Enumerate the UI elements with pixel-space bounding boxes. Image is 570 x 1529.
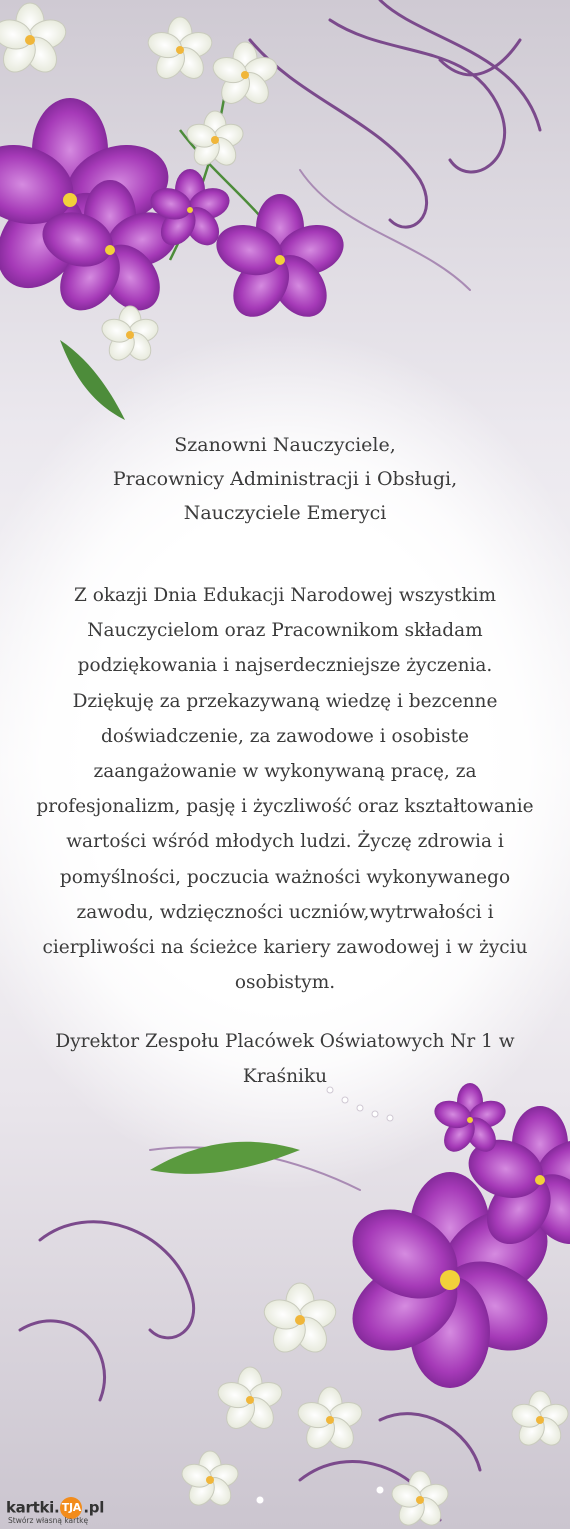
top-violet-right [210,194,350,328]
logo-badge: TJA [60,1497,82,1519]
wishes-text [20,578,550,1000]
wishes-line: Nauczycielom oraz Pracownikom składam [87,620,483,642]
greeting-block [20,428,550,530]
wishes-line: pomyślności, poczucia ważności wykonywanego [59,866,511,888]
bottom-leaf [150,1142,300,1174]
wishes-line: profesjonalizm, pasję i życzliwość oraz kształtowanie [36,796,534,818]
wishes-line: zaangażowanie w wykonywaną pracę, za [93,761,477,783]
signature-line: Kraśniku [242,1066,328,1088]
signature [20,1024,550,1094]
wishes-line: osobistym. [234,972,336,994]
greeting-line: Nauczyciele Emeryci [183,502,387,524]
logo-tagline: Stwórz własną kartkę [8,1516,89,1525]
greeting-line: Pracownicy Administracji i Obsługi, [112,468,458,490]
logo-brand-end: .pl [83,1498,105,1517]
greeting-line: Szanowni Nauczyciele, [174,434,396,456]
wishes-line: Z okazji Dnia Edukacji Narodowej wszystkim [73,585,497,606]
kartki-logo[interactable] [6,1497,118,1525]
wishes-line: cierpliwości na ścieżce kariery zawodowej i w życiu [42,937,528,959]
wishes-line: Dziękuję za przekazywaną wiedzę i bezcenne [72,690,498,712]
wishes-line: wartości wśród młodych ludzi. Życzę zdrowia i [66,831,504,853]
wishes-line: doświadczenie, za zawodowe i osobiste [101,725,469,747]
wishes-line: podziękowania i najserdeczniejsze życzenia. [77,655,493,677]
wishes-line: zawodu, wdzięczności uczniów,wytrwałości i [76,901,494,923]
logo-brand-start: kartki. [6,1498,60,1517]
signature-line: Dyrektor Zespołu Placówek Oświatowych Nr 1 w [55,1031,515,1052]
